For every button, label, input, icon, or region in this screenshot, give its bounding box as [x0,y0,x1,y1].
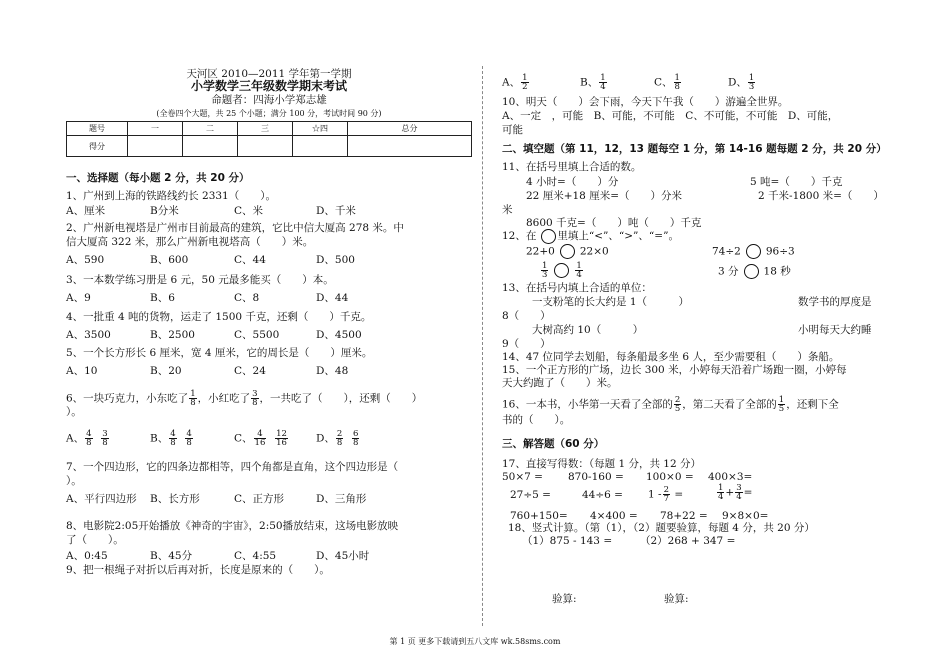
q12-title-circle [541,229,556,244]
q6 [66,390,422,407]
q14: 14、47 位同学去划船，每条船最多坐 6 人，至少需要租（ ）条船。 [502,351,840,363]
q8-opt-c: C、4:55 [234,550,277,562]
plus-sign: + [725,486,735,499]
fraction-1-2 [521,74,528,91]
q11-c: 22 厘米+18 厘米=（ ）分米 [526,190,682,202]
q6-opt-a-label: A、 [66,432,85,445]
q16-part2: ，第二天看了全部的 [682,398,777,411]
denominator: 8 [102,438,108,448]
score-header-cell: ☆四 [293,122,348,136]
denominator: 8 [86,438,92,448]
score-cell[interactable] [348,136,472,157]
q17-r3-2: 4×400 = [590,510,638,522]
q7-opt-a: A、平行四边形 [66,493,137,505]
q12-row2-right [718,264,791,279]
exam-note: (全卷四个大题，共 25 个小题；满分 100 分，考试时间 90 分) [156,109,382,118]
q3-opt-d: D、44 [316,292,349,304]
denominator: 4 [600,82,606,92]
q3-opt-b: B、6 [150,292,175,304]
q6-opt-a [66,430,110,447]
section1-title: 一、选择题（每小题 2 分，共 20 分） [66,172,250,184]
q18: 18、竖式计算。（第（1），（2）题要验算，每题 4 分，共 20 分） [508,522,815,534]
q7-opt-d: D、三角形 [316,493,367,505]
denominator: 2 [522,82,528,92]
fraction-1-4 [575,262,582,279]
numerator: 4 [86,429,92,439]
q17-r1-3: 100×0 = [646,471,694,483]
score-row-label: 得分 [67,136,128,157]
q6-part2: ，小红吃了 [197,392,251,405]
q12-text: 12、在 里填上“<”、“>”、“=”。 [502,230,679,242]
numerator: 1 [718,483,724,493]
denominator: 7 [663,494,669,504]
numerator: 1 [674,73,680,83]
denominator: 8 [186,438,192,448]
fraction-3-4 [735,484,742,501]
score-cell[interactable] [183,136,238,157]
fraction-4-16 [254,430,267,447]
q6-part3: ，一共吃了（ ），还剩（ ） [259,392,423,405]
q12-d: 96÷3 [765,245,795,258]
q7-line2: ）。 [66,475,82,487]
q7-opt-b: B、长方形 [150,493,200,505]
numerator: 1 [542,261,548,271]
q12-row1-right [712,244,795,259]
numerator: 1 [190,389,196,399]
q17: 17、直接写得数：（每题 1 分，共 12 分） [502,458,702,470]
numerator: 3 [736,483,742,493]
score-header-cell: 二 [183,122,238,136]
school-term: 天河区 2010—2011 学年第一学期 [186,68,352,80]
q11-f: 8600 千克=（ ）吨（ ）千克 [526,217,702,229]
q15-line1: 15、一个正方形的广场，边长 300 米，小婷每天沿着广场跑一圈，小婷每 [502,364,847,376]
q17-r2-3-eq: = [674,488,684,501]
numerator: 1 [748,73,755,83]
denominator: 8 [336,438,343,448]
q1-opt-b: B分米 [150,205,179,217]
q8-opt-b: B、45分 [150,550,193,562]
numerator: 2 [336,429,343,439]
fraction-1-4 [717,484,724,501]
q13-f: 9（ ） [502,338,551,350]
q2-line1: 2、广州新电视塔是广州市目前最高的建筑，它比中信大厦高 278 米。中 [66,222,404,234]
q2-line2: 信大厦高 322 米，那么广州新电视塔高（ ）米。 [66,236,314,248]
score-cell[interactable] [128,136,183,157]
denominator: 8 [190,398,196,408]
fraction-4-8 [185,430,192,447]
score-header-cell: 一 [128,122,183,136]
q16-part1: 16、一本书，小华第一天看了全部的 [502,398,673,411]
fraction-3-8 [101,430,108,447]
q13-b: 数学书的厚度是 [798,296,872,308]
fraction-12-16 [275,430,288,447]
fraction-2-8 [336,430,343,447]
q17-r1-2: 870-160 = [568,471,624,483]
fraction-4-8 [169,430,176,447]
q9-opt-d-label: D、 [728,76,747,89]
q11: 11、在括号里填上合适的数。 [502,161,642,173]
numerator: 1 [600,73,606,83]
numerator: 2 [663,485,669,495]
fraction-2-5 [674,396,681,413]
q17-r1-4: 400×3= [708,471,753,483]
q17-r2-3-left: 1 - [648,488,662,501]
fraction-1-3 [748,74,755,91]
q2-opt-a: A、590 [66,254,105,266]
q11-a: 4 小时=（ ）分 [526,176,619,188]
denominator: 8 [353,438,359,448]
q9-opt-c [654,74,682,91]
denominator: 8 [170,438,176,448]
q4-opt-a: A、3500 [66,329,111,341]
q18-2: （2）268 + 347 = [640,535,736,547]
score-header-cell: 三 [238,122,293,136]
fraction-2-7 [663,486,670,503]
fraction-1-8 [189,390,196,407]
q6-opt-d [316,430,360,447]
q7-opt-c: C、正方形 [234,493,285,505]
fraction-3-8 [251,390,258,407]
q10-opts-end: 可能 [502,124,523,136]
numerator: 1 [576,261,582,271]
q9-opt-a [502,74,530,91]
q3-opt-c: C、8 [234,292,260,304]
denominator: 16 [254,438,266,448]
q4: 4、一批重 4 吨的货物，运走了 1500 千克，还剩（ ）千克。 [66,311,372,323]
compare-circle[interactable] [746,244,761,259]
numerator: 4 [186,429,192,439]
q5-opt-c: C、24 [234,365,266,377]
q6-opt-b-label: B、 [150,432,169,445]
fraction-1-3 [541,262,548,279]
q13-d: 大树高约 10（ ） [532,324,644,336]
fraction-1-8 [674,74,681,91]
denominator: 8 [252,398,258,408]
q9-opt-c-label: C、 [654,76,673,89]
q2-opt-c: C、44 [234,254,266,266]
compare-circle[interactable] [744,264,759,279]
numerator: 1 [778,395,785,405]
q2-opt-b: B、600 [150,254,189,266]
q6-opt-c [234,430,289,447]
q17-r2-4 [716,484,752,501]
check-label-1: 验算: [552,593,577,605]
q16-line2: 书的（ ）。 [502,414,571,426]
q6-opt-b [150,430,194,447]
q13-e: 小明每天大约睡 [798,324,872,336]
fraction-4-8 [85,430,92,447]
q4-opt-b: B、2500 [150,329,195,341]
q11-d: 2 千米-1800 米=（ ） [758,190,884,202]
exam-author: 命题者：四海小学郑志雄 [211,94,327,106]
score-header-cell: 总分 [348,122,472,136]
compare-circle[interactable] [554,263,569,278]
column-divider [482,66,483,626]
q12-row2 [540,262,584,279]
denominator: 5 [674,404,681,414]
q9-opt-b [580,74,608,91]
fraction-1-5 [778,396,785,413]
numerator: 2 [674,395,681,405]
q1-opt-c: C、米 [234,205,264,217]
q10: 10、明天（ ）会下雨，今天下午我（ ）游遍全世界。 [502,96,789,108]
exam-title: 小学数学三年级数学期末考试 [190,79,347,93]
denominator: 4 [736,492,742,502]
fraction-6-8 [352,430,359,447]
q12 [502,230,679,242]
q8-opt-a: A、0:45 [66,550,108,562]
equals-sign: = [743,486,753,499]
q13-a: 一支粉笔的长大约是 1（ ） [532,296,690,308]
q4-opt-c: C、5500 [234,329,280,341]
score-cell[interactable] [238,136,293,157]
q12-b: 22×0 [579,245,609,258]
q15-line2: 天大约跑了（ ）米。 [502,377,618,389]
q8-opt-d: D、45小时 [316,550,370,562]
numerator: 12 [276,429,287,439]
q1: 1、广州到上海的铁路线约长 2331（ ）。 [66,190,276,202]
q9: 9、把一根绳子对折以后再对折，长度是原来的（ ）。 [66,564,330,576]
q17-r3-1: 760+150= [510,510,568,522]
q1-opt-a: A、厘米 [66,205,106,217]
q6-opt-d-label: D、 [316,432,335,445]
q10-opts: A、一定 ，可能 B、可能，不可能 C、不可能，不可能 D、可能， [502,110,839,122]
denominator: 5 [778,404,785,414]
q12-c: 74÷2 [712,245,741,258]
compare-circle[interactable] [560,244,575,259]
denominator: 8 [674,82,680,92]
section3-title: 三、解答题（60 分） [502,438,605,450]
q16 [502,396,839,413]
score-cell[interactable] [293,136,348,157]
q11-b: 5 吨=（ ）千克 [750,176,843,188]
numerator: 4 [254,430,267,439]
q17-r1-1: 50×7 = [502,471,543,483]
q11-e: 米 [502,204,513,216]
denominator: 16 [276,438,287,448]
numerator: 3 [252,389,258,399]
q4-opt-d: D、4500 [316,329,362,341]
q5-opt-d: D、48 [316,365,349,377]
q12-a: 22+0 [526,245,555,258]
q6-end: ）。 [66,406,82,418]
q6-opt-c-label: C、 [234,432,253,445]
page-footer: 第 1 页 更多下载请到五八文库 wk.58sms.com [389,637,561,646]
q8-line1: 8、电影院2:05开始播放《神奇的宇宙》，2:50播放结束，这场电影放映 [66,520,399,532]
score-table [66,121,472,157]
denominator: 3 [542,270,548,280]
q2-opt-d: D、500 [316,254,355,266]
q9-opt-b-label: B、 [580,76,599,89]
q5: 5、一个长方形长 6 厘米，宽 4 厘米，它的周长是（ ）厘米。 [66,347,373,359]
q16-part3: ，还剩下全 [786,398,839,411]
numerator: 4 [170,429,176,439]
q12-row1 [526,244,609,259]
q5-opt-b: B、20 [150,365,182,377]
q12-e: 3 分 [718,265,739,278]
q13: 13、在括号内填上合适的单位： [502,282,652,294]
q17-r3-4: 9×8×0= [722,510,769,522]
score-header-cell: 题号 [67,122,128,136]
q3: 3、一本数学练习册是 6 元，50 元最多能买（ ）本。 [66,274,334,286]
denominator: 3 [748,82,755,92]
q17-r2-3 [648,486,683,503]
q13-c: 8（ ） [502,310,551,322]
q8-line2: 了（ ）。 [66,534,124,546]
q9-opt-a-label: A、 [502,76,521,89]
q7-line1: 7、一个四边形，它的四条边都相等，四个角都是直角，这个四边形是（ [66,461,399,473]
numerator: 1 [522,73,528,83]
q6-part1: 6、一块巧克力，小东吃了 [66,392,189,405]
q5-opt-a: A、10 [66,365,98,377]
q17-r2-2: 44÷6 = [582,489,623,501]
q9-opt-d [728,74,756,91]
numerator: 3 [102,429,108,439]
denominator: 4 [718,492,724,502]
q1-opt-d: D、千米 [316,205,356,217]
check-label-2: 验算: [664,593,689,605]
q3-opt-a: A、9 [66,292,91,304]
q18-1: （1）875 - 143 = [522,535,613,547]
fraction-1-4 [599,74,606,91]
q17-r3-3: 78+22 = [660,510,708,522]
q17-r2-1: 27÷5 = [510,489,551,501]
q12-f: 18 秒 [763,265,791,278]
section2-title: 二、填空题（第 11，12，13 题每空 1 分，第 14-16 题每题 2 分，共 20 分） [502,143,887,155]
numerator: 6 [353,429,359,439]
denominator: 4 [576,270,582,280]
